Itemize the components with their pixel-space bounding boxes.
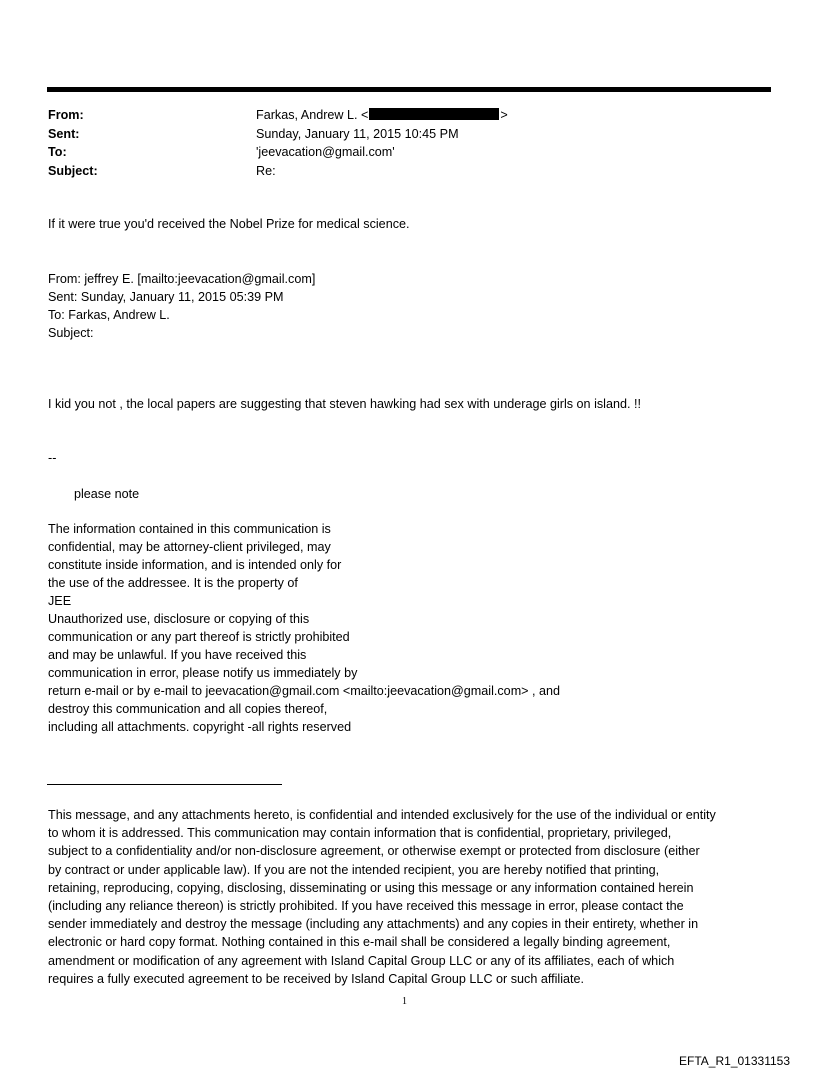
forwarded-sent-line: Sent: Sunday, January 11, 2015 05:39 PM: [48, 290, 284, 304]
signature-line: communication or any part thereof is strictly prohibited: [48, 630, 350, 644]
sent-label: Sent:: [48, 126, 80, 141]
document-id: EFTA_R1_01331153: [679, 1054, 790, 1068]
signature-line: return e-mail or by e-mail to jeevacation@gmail.com <mailto:jeevacation@gmail.com> , and: [48, 684, 561, 698]
subject-value: Re:: [256, 163, 276, 178]
disclaimer-line: electronic or hard copy format. Nothing contained in this e-mail shall be considered a legally binding agreement,: [48, 935, 671, 950]
signature-line: including all attachments. copyright -all rights reserved: [48, 720, 352, 734]
signature-note: please note: [74, 487, 140, 501]
forwarded-to-line: To: Farkas, Andrew L.: [48, 308, 170, 322]
redaction-block: [369, 108, 499, 120]
disclaimer-line: requires a fully executed agreement to be received by Island Capital Group LLC or such affiliate.: [48, 971, 585, 986]
top-rule: [47, 87, 771, 92]
signature-block: [48, 520, 560, 736]
signature-separator: --: [48, 451, 57, 465]
signature-line: and may be unlawful. If you have received this: [48, 648, 307, 662]
legal-disclaimer: [48, 806, 774, 988]
forwarded-message: I kid you not , the local papers are suggesting that steven hawking had sex with underage girls on island. !!: [48, 397, 641, 411]
disclaimer-line: (including any reliance thereon) is strictly prohibited. If you have received this message in error, please contact the: [48, 898, 684, 913]
signature-line: The information contained in this communication is: [48, 522, 331, 536]
reply-text: If it were true you'd received the Nobel Prize for medical science.: [48, 217, 410, 231]
from-name: Farkas, Andrew L.: [256, 108, 358, 122]
signature-line: communication in error, please notify us immediately by: [48, 666, 358, 680]
disclaimer-line: to whom it is addressed. This communication may contain information that is confidential, proprietary, privileged,: [48, 826, 672, 841]
page-number: 1: [402, 996, 407, 1007]
signature-line: Unauthorized use, disclosure or copying of this: [48, 612, 310, 626]
sent-value: Sunday, January 11, 2015 10:45 PM: [256, 126, 459, 141]
signature-line: constitute inside information, and is intended only for: [48, 558, 342, 572]
forwarded-from-line: From: jeffrey E. [mailto:jeevacation@gmail.com]: [48, 272, 316, 286]
signature-line: JEE: [48, 594, 72, 608]
footer-rule: [47, 784, 282, 785]
from-close-bracket: >: [500, 108, 508, 122]
to-label: To:: [48, 145, 67, 159]
disclaimer-line: retaining, reproducing, copying, disclosing, disseminating or using this message or any information contained herein: [48, 880, 694, 895]
disclaimer-line: by contract or under applicable law). If you are not the intended recipient, you are hereby notified that printing,: [48, 862, 660, 877]
from-label: From:: [48, 108, 84, 122]
signature-line: destroy this communication and all copies thereof,: [48, 702, 328, 716]
forwarded-header: [48, 270, 315, 342]
subject-label: Subject:: [48, 163, 98, 178]
from-value: [256, 106, 508, 125]
disclaimer-line: sender immediately and destroy the message (including any attachments) and any copies in their entirety, whether in: [48, 917, 699, 932]
disclaimer-line: subject to a confidentiality and/or non-disclosure agreement, or otherwise exempt or protected from disclosure (either: [48, 844, 700, 859]
to-value: 'jeevacation@gmail.com': [256, 145, 395, 159]
disclaimer-line: This message, and any attachments hereto, is confidential and intended exclusively for the use of the individual or entity: [48, 808, 716, 822]
signature-line: the use of the addressee. It is the property of: [48, 576, 298, 590]
disclaimer-line: amendment or modification of any agreement with Island Capital Group LLC or any of its affiliates, each of which: [48, 953, 675, 968]
from-open-bracket: <: [361, 108, 369, 122]
signature-line: confidential, may be attorney-client privileged, may: [48, 540, 331, 554]
forwarded-subject-line: Subject:: [48, 326, 94, 340]
